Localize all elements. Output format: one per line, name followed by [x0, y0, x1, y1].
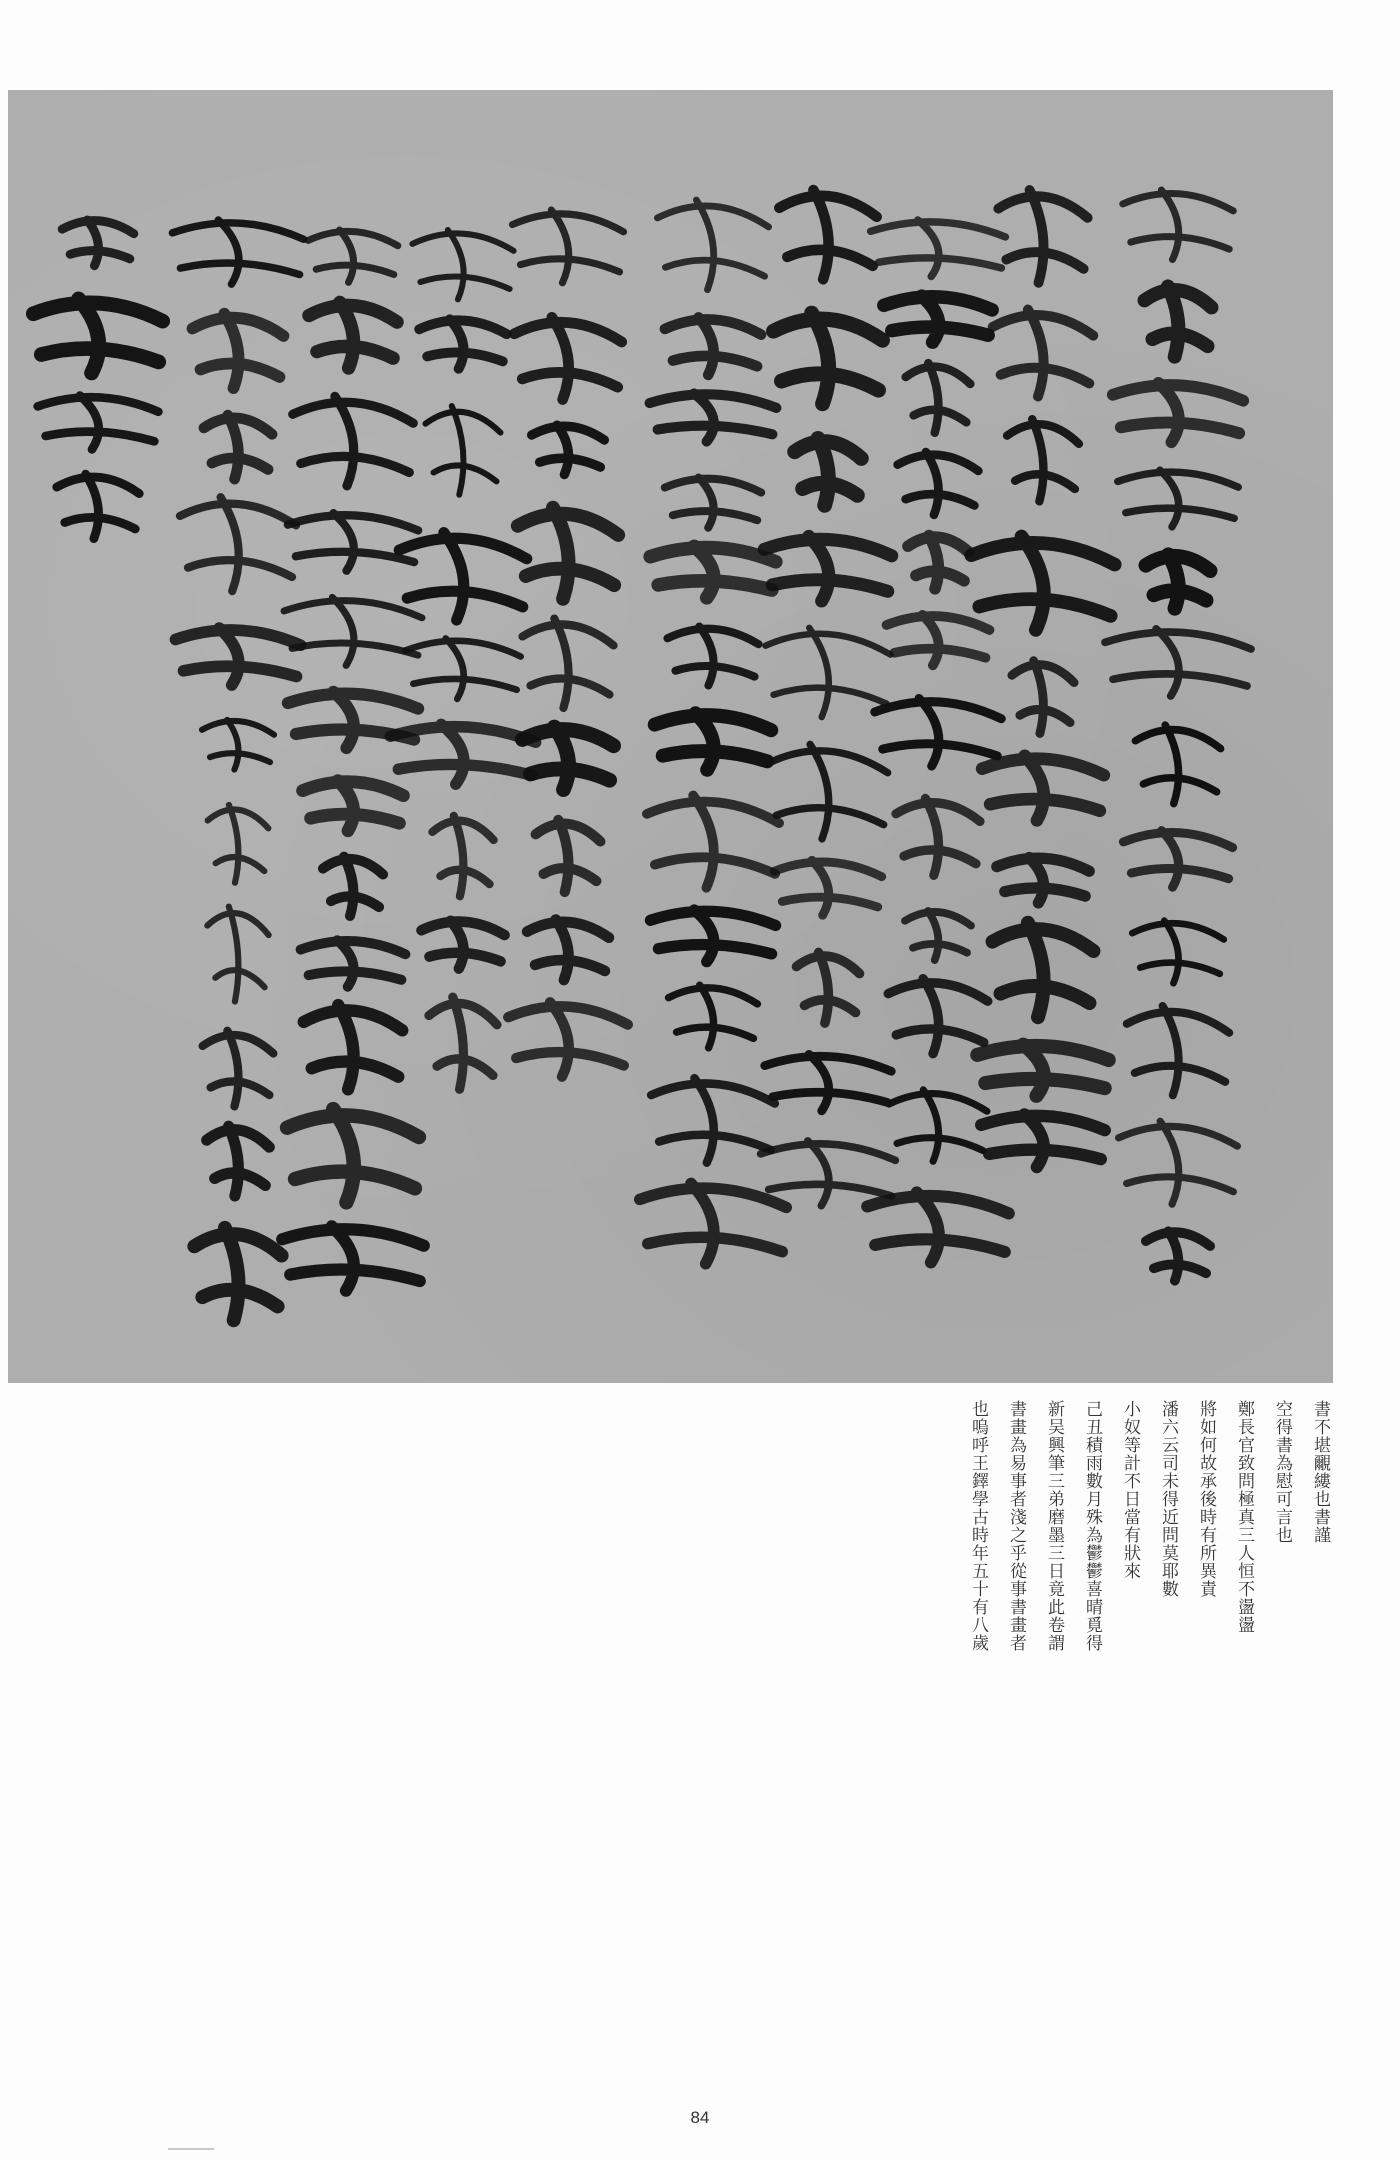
brush-stroke	[768, 744, 887, 839]
brush-stroke	[650, 910, 775, 962]
brush-stroke	[202, 720, 274, 770]
brush-stroke	[508, 1002, 627, 1076]
brush-stroke	[774, 860, 881, 915]
brush-stroke	[1007, 419, 1079, 501]
brush-stroke	[867, 1192, 1009, 1262]
brush-stroke	[765, 1054, 892, 1111]
brush-stroke	[204, 415, 272, 479]
brush-stroke	[651, 1078, 775, 1163]
transcription-column-3: 鄭長官致問極真三人恒不盪盪	[1234, 1400, 1254, 1634]
brush-stroke	[518, 508, 618, 599]
brush-stroke	[192, 314, 283, 389]
transcription-column-1: 書不堪覼縷也書謹	[1310, 1400, 1330, 1544]
brush-stroke	[669, 985, 758, 1048]
brush-stroke	[905, 911, 971, 960]
brush-stroke	[1135, 725, 1220, 804]
brush-stroke	[282, 1226, 424, 1290]
brush-stroke	[667, 626, 758, 685]
brush-stroke	[665, 317, 761, 375]
brush-stroke	[1012, 661, 1074, 734]
brush-stroke	[432, 816, 493, 896]
brush-stroke	[1146, 555, 1211, 609]
brush-stroke	[308, 230, 398, 282]
brush-stroke	[405, 638, 520, 698]
brush-stroke	[514, 317, 621, 399]
brush-stroke	[888, 979, 988, 1054]
brush-stroke	[208, 805, 269, 883]
brush-stroke	[889, 1090, 987, 1161]
brush-stroke	[766, 628, 891, 717]
transcription-column-2: 空得書為慰可言也	[1272, 1400, 1292, 1544]
brush-stroke	[1146, 1231, 1210, 1281]
brush-stroke	[304, 1005, 403, 1089]
transcription-column-7: 己丑積雨數月殊為鬱鬱喜晴覓得	[1082, 1400, 1102, 1652]
brush-stroke	[657, 200, 768, 290]
transcription-column-4: 將如何故承後時有所異責	[1196, 1400, 1216, 1598]
transcription-column-9: 書畫為易事者淺之乎從事書畫者	[1006, 1400, 1026, 1652]
brush-stroke	[203, 1031, 274, 1107]
brush-stroke	[1144, 286, 1211, 356]
brush-stroke	[908, 536, 968, 589]
transcription-column-8: 新吴興筆三弟磨墨三日竟此卷謂	[1044, 1400, 1064, 1652]
transcription-column-10: 也嗚呼王鐸學古時年五十有八歲	[968, 1400, 988, 1652]
brush-stroke	[795, 438, 862, 505]
calligraphy-plate	[8, 90, 1333, 1383]
brush-stroke	[997, 858, 1089, 903]
brush-stroke	[647, 795, 779, 887]
brush-stroke	[287, 1109, 419, 1202]
calligraphy-ink-strokes	[8, 90, 1333, 1383]
brush-stroke	[871, 220, 1006, 276]
brush-stroke	[886, 615, 989, 665]
brush-stroke	[640, 1183, 787, 1263]
brush-stroke	[288, 513, 418, 571]
brush-stroke	[522, 619, 613, 708]
scan-edge-mark	[168, 2148, 214, 2150]
brush-stroke	[1123, 831, 1232, 888]
brush-stroke	[429, 997, 497, 1089]
brush-stroke	[1118, 470, 1238, 527]
brush-stroke	[773, 313, 882, 404]
brush-stroke	[650, 393, 777, 441]
brush-stroke	[301, 940, 406, 986]
brush-stroke	[884, 296, 992, 342]
brush-stroke	[207, 907, 268, 1002]
transcription-column-6: 小奴等計不日當有狀來	[1120, 1400, 1140, 1580]
brush-stroke	[284, 597, 422, 665]
transcription-text	[963, 1400, 1335, 1760]
brush-stroke	[896, 798, 980, 875]
brush-stroke	[532, 425, 605, 474]
brush-stroke	[399, 533, 527, 620]
brush-stroke	[1132, 921, 1224, 984]
brush-stroke	[1105, 629, 1251, 696]
brush-stroke	[207, 1126, 270, 1196]
brush-stroke	[57, 474, 139, 538]
brush-stroke	[981, 1114, 1105, 1167]
brush-stroke	[761, 1141, 896, 1206]
brush-stroke	[323, 857, 383, 916]
brush-stroke	[421, 921, 504, 969]
brush-stroke	[33, 299, 162, 373]
brush-stroke	[180, 497, 296, 591]
brush-stroke	[764, 536, 892, 601]
brush-stroke	[971, 537, 1114, 630]
brush-stroke	[665, 478, 761, 528]
brush-stroke	[309, 302, 397, 368]
brush-stroke	[172, 220, 303, 284]
brush-stroke	[38, 396, 159, 450]
brush-stroke	[992, 923, 1093, 1018]
brush-stroke	[62, 220, 134, 266]
brush-stroke	[998, 190, 1087, 283]
brush-stroke	[1123, 190, 1233, 260]
brush-stroke	[655, 713, 772, 769]
brush-stroke	[194, 1228, 281, 1320]
brush-stroke	[512, 210, 623, 283]
brush-stroke	[906, 363, 971, 433]
brush-stroke	[288, 692, 418, 748]
brush-stroke	[875, 698, 1001, 766]
brush-stroke	[982, 756, 1104, 821]
brush-stroke	[796, 952, 859, 1023]
brush-stroke	[1113, 383, 1243, 442]
brush-stroke	[293, 396, 413, 486]
brush-stroke	[779, 190, 876, 279]
brush-stroke	[650, 546, 776, 597]
brush-stroke	[527, 920, 609, 980]
brush-stroke	[1127, 1006, 1229, 1095]
brush-stroke	[977, 1045, 1108, 1096]
brush-stroke	[993, 310, 1094, 397]
brush-stroke	[412, 230, 513, 299]
brush-stroke	[898, 452, 979, 515]
page-number: 84	[690, 2108, 710, 2127]
brush-stroke	[425, 406, 500, 495]
brush-stroke	[175, 628, 300, 685]
brush-stroke	[1119, 1121, 1238, 1204]
brush-stroke	[303, 781, 404, 831]
brush-stroke	[419, 319, 506, 368]
brush-stroke	[536, 820, 601, 892]
transcription-column-5: 潘六云司未得近問莫耶數	[1158, 1400, 1178, 1598]
